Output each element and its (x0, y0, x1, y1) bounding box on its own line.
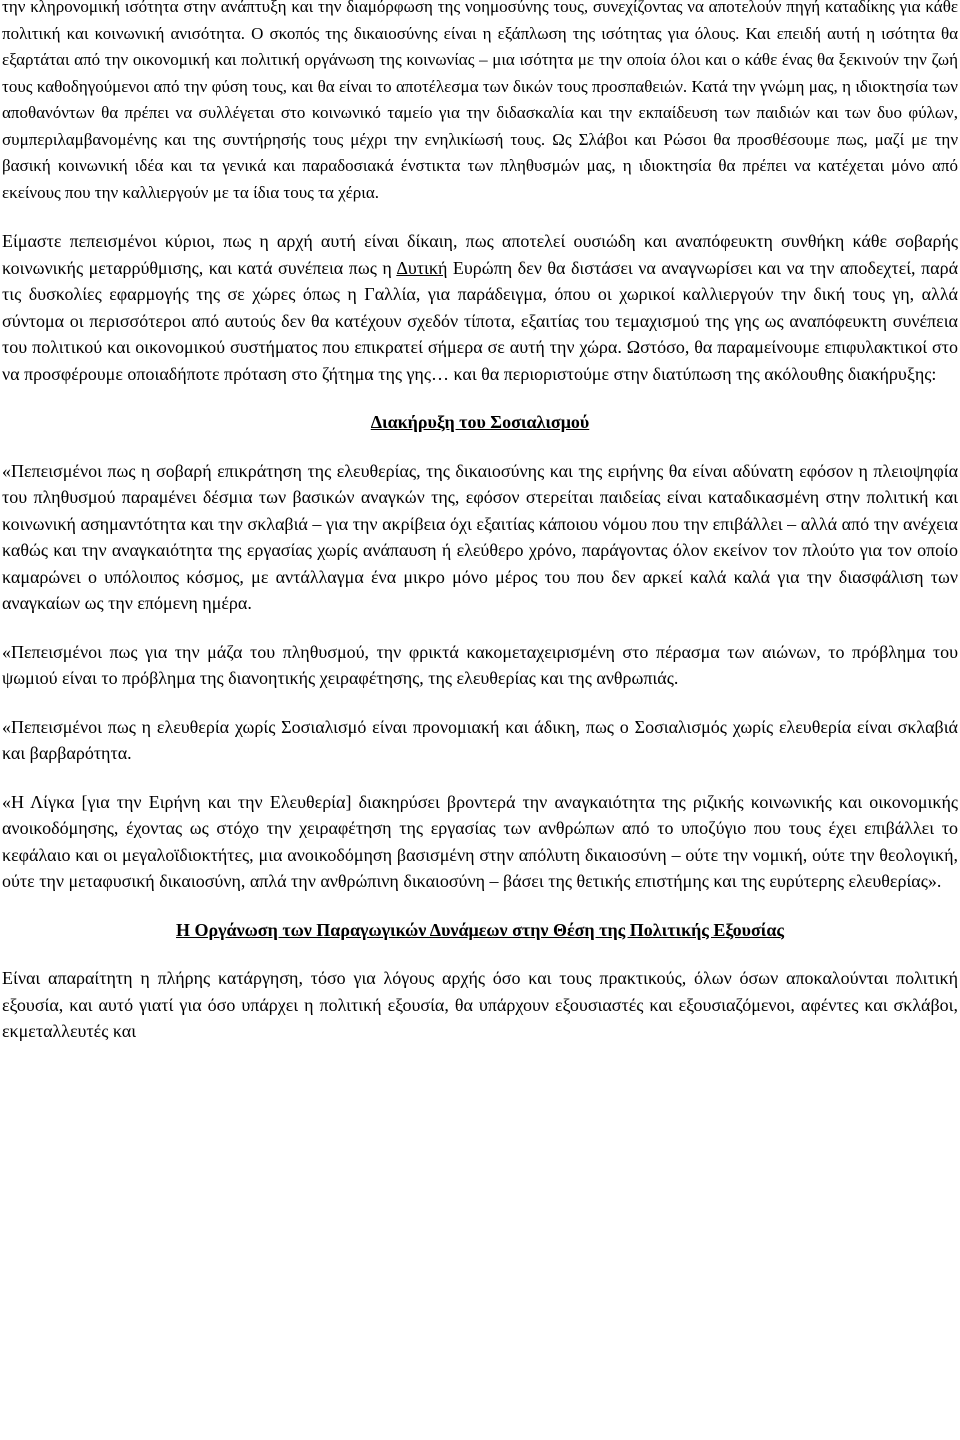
paragraph-2-part-a: Είμαστε πεπεισμένοι κύριοι, πως η αρχή αυτή είναι δίκαιη, πως αποτελεί ουσιώδη και αναπόφευκτη συνθήκη κάθε σοβαρής κοινωνικής μεταρρύθμισης, και κατά συνέπεια πως η (2, 231, 958, 278)
paragraph-gap (2, 767, 958, 789)
paragraph-gap (2, 436, 958, 458)
paragraph-gap (2, 617, 958, 639)
paragraph-gap (2, 895, 958, 917)
paragraph-4: «Πεπεισμένοι πως για την μάζα του πληθυσμού, την φρικτά κακομεταχειρισμένη στο πέρασμα των αιώνων, το πρόβλημα του ψωμιού είναι το πρόβλημα της διανοητικής χειραφέτησης, της ελευθερίας και της ανθρωπιάς. (2, 641, 958, 688)
paragraph-3: «Πεπεισμένοι πως η σοβαρή επικράτηση της ελευθερίας, της δικαιοσύνης και της ειρήνης θα είναι αδύνατη εφόσον η πλειοψηφία του πληθυσμού παραμένει δέσμια των βασικών αναγκών της, εφόσον στερείται παιδείας είναι καταδικασμένη στην πολιτική και κοινωνική ασημαντότητα και την σκλαβιά – για την ακρίβεια όχι εξαιτίας κάποιου νόμου που την επιβάλλει – αλλά από την ανέχεια καθώς και την αναγκαιότητα της εργασίας χωρίς ανάπαυση ή ελεύθερο χρόνο, παράγοντας όλον εκείνον τον πλούτο για τον οποίο καμαρώνει ο υπόλοιπος κόσμος, με αντάλλαγμα ένα μικρο μόνο μέρος του που δεν αρκεί καλά καλά για την διασφάλιση των αναγκαίων ως την επόμενη ημέρα. (2, 460, 958, 613)
paragraph-7: Είναι απαραίτητη η πλήρης κατάργηση, τόσο για λόγους αρχής όσο και τους πρακτικούς, όλων όσων αποκαλούνται πολιτική εξουσία, και αυτό γιατί για όσο υπάρχει η πολιτική εξουσία, θα υπάρχουν εξουσιαστές και εξουσιαζόμενοι, αφέντες και σκλάβοι, εκμεταλλευτές και (2, 968, 958, 1041)
paragraph-5: «Πεπεισμένοι πως η ελευθερία χωρίς Σοσιαλισμό είναι προνομιακή και άδικη, πως ο Σοσιαλισμός χωρίς ελευθερία είναι σκλαβιά και βαρβαρότητα. (2, 716, 958, 763)
paragraph-1-part-a: την κληρονομική ισότητα στην ανάπτυξη και την διαμόρφωση της νοημοσύνης τους, συνεχίζοντας να αποτελούν πηγή καταδίκης για κάθε πολιτική και κοινωνική ανισότητα. Ο σκοπός της δικαιοσύνης είναι η εξάπλωση της ισότητας για όλους. Και επειδή αυτή η ισότητα θα εξαρτάται από την οικονομική και πολιτική οργάνωση της κοινωνίας – μια ισότητα με την οποία όλοι και ο κάθε ένας θα ξεκινούν την ζωή τους καθοδηγούμενοι από την φύση τους, και θα είναι το αποτέλεσμα των δικών τους προσπαθειών. (2, 0, 958, 96)
section-heading-productive-forces: Η Οργάνωση των Παραγωγικών Δυνάμεων στην Θέση της Πολιτικής Εξουσίας (176, 919, 784, 940)
paragraph-2 (2, 228, 958, 387)
paragraph-gap (2, 206, 958, 228)
paragraph-6: «Η Λίγκα [για την Ειρήνη και την Ελευθερία] διακηρύσει βροντερά την αναγκαιότητα της ριζικής κοινωνικής και οικονομικής ανοικοδόμησης, έχοντας ως στόχο την χειραφέτηση της εργασίας των ανθρώπων από το υποζύγιο που τους έχει επιβάλλει το κεφάλαιο και οι μεγαλοϊδιοκτήτες, μια ανοικοδόμηση βασισμένη στην απόλυτη δικαιοσύνη – ούτε την νομική, ούτε την θεολογική, ούτε την μεταφυσική δικαιοσύνη, απλά την ανθρώπινη δικαιοσύνη – βάσει της θετικής επιστήμης και της ευρύτερης ελευθερίας». (2, 791, 958, 891)
paragraph-1-part-b: Κατά την γνώμη μας, η ιδιοκτησία των αποθανόντων θα πρέπει να συλλέγεται στο κοινωνικό ταμείο για την διδασκαλία και την εκπαίδευση των παιδιών και των δυο φύλων, συμπεριλαμβανομένης και της συντήρησής τους μέχρι την ενηλικίωσή τους. (2, 76, 958, 149)
paragraph-1-part-c: Ως Σλάβοι και Ρώσοι θα προσθέσουμε πως, μαζί με την βασική κοινωνική ιδέα και τα γενικά και παραδοσιακά ένστικτα των πληθυσμών μας, η ιδιοκτησία θα πρέπει να κατέχεται μόνο από εκείνους που την καλλιεργούν με τα ίδια τους τα χέρια. (2, 129, 959, 202)
section-heading-socialism: Διακήρυξη του Σοσιαλισμού (370, 412, 590, 432)
paragraph-gap (2, 692, 958, 714)
document-page (2, 0, 958, 1045)
paragraph-1 (2, 0, 958, 206)
western-link[interactable]: Δυτική (396, 257, 448, 278)
paragraph-gap (2, 387, 958, 409)
paragraph-2-part-b: Ευρώπη δεν θα διστάσει να αναγνωρίσει και να την αποδεχτεί, παρά τις δυσκολίες εφαρμογής της σε χώρες όπως η Γαλλία, για παράδειγμα, όπου οι χωρικοί καλλιεργούν την δική τους γη, αλλά σύντομα οι περισσότεροι από αυτούς δεν θα κατέχουν σχεδόν τίποτα, εξαιτίας του τεμαχισμού της γης ως αναπόφευκτη συνέπεια του πολιτικού και οικονομικού συστήματος που επικρατεί σήμερα σε αυτή την χώρα. Ωστόσο, θα παραμείνουμε επιφυλακτικοί στο να προσφέρουμε οποιαδήποτε πρόταση στο ζήτημα της γης… και θα περιοριστούμε στην διατύπωση της ακόλουθης διακήρυξης: (2, 257, 959, 384)
paragraph-gap (2, 943, 958, 965)
